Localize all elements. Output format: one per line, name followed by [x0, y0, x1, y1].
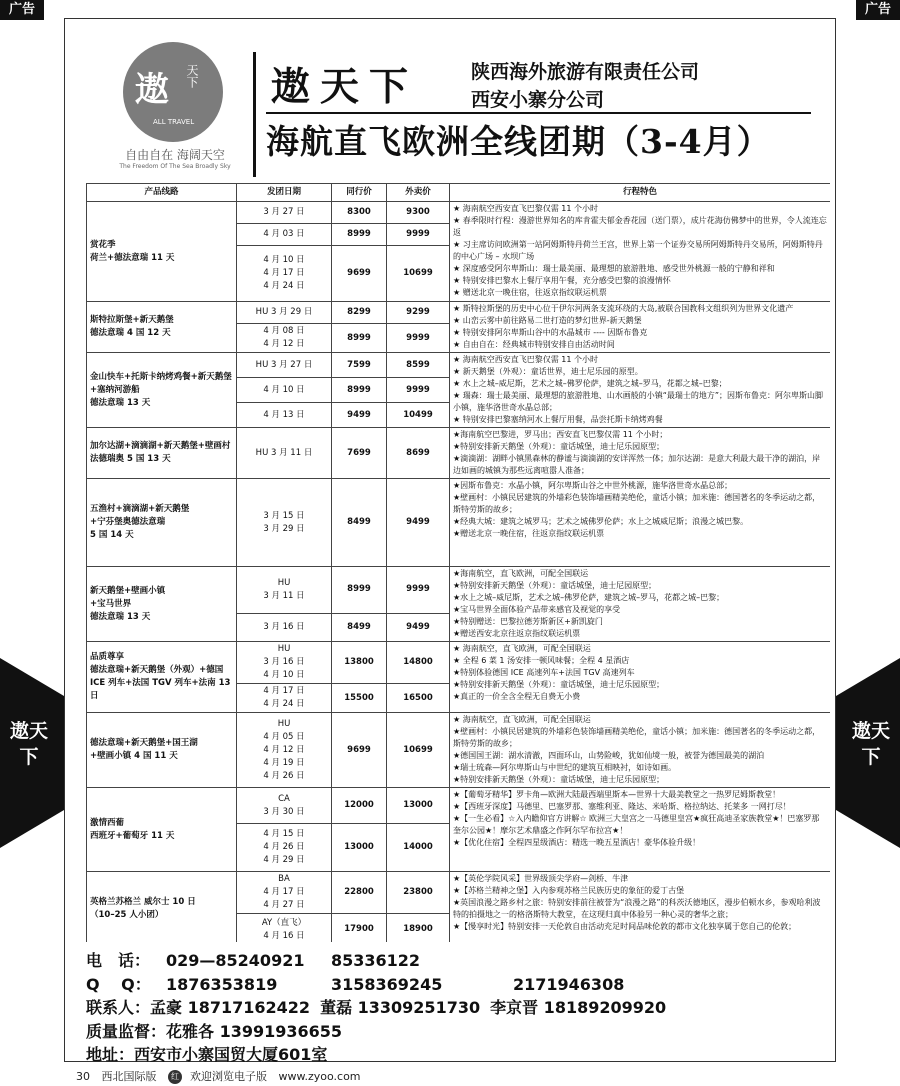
table-header-row	[87, 184, 831, 202]
table-row	[87, 479, 831, 567]
retail-price: 9300	[387, 202, 450, 224]
retail-price: 23800	[387, 872, 450, 914]
peer-price: 22800	[332, 872, 387, 914]
slogan: 自由自在 海阔天空	[125, 148, 225, 162]
peer-price: 15500	[332, 684, 387, 713]
qq-line	[86, 972, 786, 996]
route-name: 加尔达湖+滴滴湖+新天鹅堡+壁画村 法德瑞奥 5 国 13 天	[87, 428, 237, 479]
contact-block	[86, 948, 786, 1066]
peer-price: 8299	[332, 302, 387, 324]
retail-price: 16500	[387, 684, 450, 713]
table-row	[87, 428, 831, 479]
qq-label: Q Q：	[86, 974, 151, 994]
route-name: 品质尊享 德法意瑞+新天鹅堡（外观）+德国 ICE 列车+法国 TGV 列车+法南 13 日	[87, 642, 237, 713]
footer-url[interactable]: www.zyoo.com	[278, 1070, 361, 1083]
footer-text: 欢迎浏览电子版	[190, 1070, 267, 1083]
peer-price: 7699	[332, 428, 387, 479]
table-header-cell: 行程特色	[450, 184, 831, 202]
page-title: 海航直飞欧洲全线团期（3-4月）	[266, 122, 771, 161]
departure-date: 4 月 03 日	[237, 224, 332, 246]
itinerary-features: ★ 海南航空西安直飞巴黎仅需 11 个小时 ★ 春季限时行程：漫游世界知名的库肯霍夫郁金香花园（送门票），成片花海仿佛梦中的世界，令人流连忘返 ★ 习主席访问欧洲第一站阿姆斯特丹荷兰王宫，世界上第一个证券交易所阿姆斯特丹交易所，阿姆斯特丹的中心广场 – 水坝广场 ★ 深度感受阿尔卑斯山：瑞士最美丽、最理想的旅游胜地、感受世外桃源一般的宁静和祥和 ★ 特别安排巴黎水上餐厅享用午餐，充分感受巴黎的浪漫情怀 ★ 赠送北京一晚住宿，往返京指纹联运机票	[450, 202, 831, 302]
route-name: 新天鹅堡+壁画小镇 +宝马世界 德法意瑞 13 天	[87, 567, 237, 642]
departure-date: 4 月 10 日	[237, 378, 332, 403]
retail-price: 8699	[387, 428, 450, 479]
peer-price: 8300	[332, 202, 387, 224]
itinerary-features: ★【英伦学院风采】世界级顶尖学府—剑桥、牛津 ★【苏格兰精神之堡】入内参观苏格兰民族历史的象征的爱丁古堡 ★英国浪漫之路乡村之旅：特别安排前往被誉为“浪漫之路”的科茨沃德地区，漫步伯顿水乡，参观哈利波特的拍摄地之一的格洛斯特大教堂，在这现归真中体验另一种心灵的奢华之旅； ★【慢享时光】特别安排一天伦敦自由活动充足时间品味伦敦的都市文化独享属于您自己的伦敦；	[450, 872, 831, 943]
peer-price: 8999	[332, 567, 387, 614]
table-row	[87, 642, 831, 684]
route-name: 激情西葡 西班牙+葡萄牙 11 天	[87, 788, 237, 872]
departure-date: HU 3 月 27 日	[237, 353, 332, 378]
table-header-cell: 发团日期	[237, 184, 332, 202]
table-header-cell: 同行价	[332, 184, 387, 202]
itinerary-features: ★ 海南航空，直飞欧洲，可配全国联运 ★ 全程 6 菜 1 汤安排一顿风味餐；全程 4 星酒店 ★特别体验德国 ICE 高速列车+法国 TGV 高速列车 ★特别安排新天鹅堡（外观）：童话城堡，迪士尼乐园原型； ★真正的一价全含全程无自费无小费	[450, 642, 831, 713]
tour-table	[86, 183, 830, 942]
retail-price: 9999	[387, 378, 450, 403]
peer-price: 17900	[332, 914, 387, 943]
retail-price: 9999	[387, 224, 450, 246]
route-name: 五渔村+滴滴湖+新天鹅堡 +宁芬堡奥德法意瑞 5 国 14 天	[87, 479, 237, 567]
qq-3: 2171946308	[513, 974, 625, 994]
phone-line	[86, 948, 786, 972]
departure-date: HU 3 月 11 日	[237, 567, 332, 614]
itinerary-features: ★ 海南航空西安直飞巴黎仅需 11 个小时 ★ 新天鹅堡（外观）：童话世界，迪士尼乐园的原型。 ★ 水上之城–威尼斯，艺术之城–佛罗伦萨，建筑之城–罗马，花都之城–巴黎； ★ 瑞森：瑞士最美丽、最理想的旅游胜地、山水画般的小镇“最瑞士的地方”；因斯布鲁克：阿尔卑斯山脚小镇，施华洛世奇水晶总部； ★ 特别安排巴黎塞纳河水上餐厅用餐，品尝托斯卡纳烤鸡餐	[450, 353, 831, 428]
contact-person-3: 李京晋 18189209920	[490, 998, 667, 1017]
table-row	[87, 202, 831, 224]
itinerary-features: ★海南航空巴黎进，罗马出；西安直飞巴黎仅需 11 个小时； ★特别安排新天鹅堡（外观）：童话城堡，迪士尼乐园原型； ★滴滴湖：湖畔小镇黑森林的静谧与滴滴湖的安详浑然一体；加尔达湖：是意大利最大最干净的湖泊，岸边如画的城镇为那些远离喧嚣人准备；	[450, 428, 831, 479]
contact-person-line	[86, 995, 786, 1019]
table-row	[87, 567, 831, 614]
departure-date: AY（直飞） 4 月 16 日	[237, 914, 332, 943]
departure-date: 3 月 16 日	[237, 613, 332, 641]
route-name: 金山快车+托斯卡纳烤鸡餐+新天鹅堡+塞纳河游船 德法意瑞 13 天	[87, 353, 237, 428]
table-row	[87, 872, 831, 914]
departure-date: HU 4 月 05 日 4 月 12 日 4 月 19 日 4 月 26 日	[237, 713, 332, 788]
departure-date: 4 月 17 日 4 月 24 日	[237, 684, 332, 713]
departure-date: 3 月 15 日 3 月 29 日	[237, 479, 332, 567]
peer-price: 7599	[332, 353, 387, 378]
qq-2: 3158369245	[331, 974, 443, 994]
table-row	[87, 713, 831, 788]
itinerary-features: ★ 海南航空，直飞欧洲，可配全国联运 ★壁画村：小镇民居建筑的外墙彩色装饰墙画精美绝伦，童话小镇；加米施：德国著名的冬季运动之都，斯特劳斯的故乡； ★德国国王湖：湖水清澈，四面环山，山势险峻，犹如仙境一般，被誉为德国最美的湖泊 ★瑞士琉森—阿尔卑斯山与中世纪的建筑互相映衬，如诗如画。 ★特别安排新天鹅堡（外观）：童话城堡，迪士尼乐园原型；	[450, 713, 831, 788]
slogan-en: The Freedom Of The Sea Broadly Sky	[119, 163, 231, 170]
departure-date: 4 月 15 日 4 月 26 日 4 月 29 日	[237, 824, 332, 872]
retail-price: 10499	[387, 403, 450, 428]
peer-price: 9699	[332, 713, 387, 788]
title-rule	[266, 112, 811, 114]
footer-badge-icon: 红	[168, 1070, 182, 1084]
quality-supervision: 质量监督：花雅各 13991936655	[86, 1021, 343, 1041]
departure-date: 4 月 10 日 4 月 17 日 4 月 24 日	[237, 246, 332, 302]
retail-price: 9999	[387, 567, 450, 614]
departure-date: 4 月 08 日 4 月 12 日	[237, 324, 332, 353]
page-number: 30	[76, 1070, 90, 1083]
retail-price: 18900	[387, 914, 450, 943]
peer-price: 9499	[332, 403, 387, 428]
table-row	[87, 353, 831, 378]
departure-date: HU 3 月 16 日 4 月 10 日	[237, 642, 332, 684]
peer-price: 8999	[332, 378, 387, 403]
retail-price: 9299	[387, 302, 450, 324]
departure-date: HU 3 月 11 日	[237, 428, 332, 479]
retail-price: 8599	[387, 353, 450, 378]
peer-price: 8999	[332, 324, 387, 353]
contact-label: 联系人：	[86, 998, 151, 1017]
table-header-cell: 外卖价	[387, 184, 450, 202]
retail-price: 14000	[387, 824, 450, 872]
logo-small-text: 天下	[185, 64, 199, 88]
ad-tag-left: 广告	[0, 0, 44, 20]
peer-price: 8499	[332, 613, 387, 641]
tour-table-wrapper	[86, 183, 830, 942]
contact-person-2: 董磊 13309251730	[320, 998, 481, 1017]
peer-price: 13800	[332, 642, 387, 684]
table-row	[87, 788, 831, 824]
side-label-right: 遨天下	[852, 720, 891, 768]
peer-price: 8499	[332, 479, 387, 567]
retail-price: 10699	[387, 713, 450, 788]
side-label-left: 遨天下	[10, 720, 49, 768]
table-row	[87, 302, 831, 324]
brand-name: 遨天下	[271, 64, 419, 110]
contact-person-1: 孟豪 18717162422	[150, 998, 311, 1017]
table-header-cell: 产品线路	[87, 184, 237, 202]
itinerary-features: ★【葡萄牙精华】罗卡角—欧洲大陆最西端里斯本—世界十大最美教堂之一热罗尼姆斯教堂！ ★【西班牙深度】马德里、巴塞罗那、塞维利亚、隆达、米哈斯、格拉纳达、托莱多 一网打尽！ ★【一生必看】☆入内瞻仰官方讲解☆ 欧洲三大皇宫之一马德里皇宫★疯狂高迪圣家族教堂★！巴塞罗那奎尔公园★！摩尔艺术鼎盛之作阿尔罕布拉宫★！ ★【优化住宿】全程四星级酒店：精选一晚五星酒店！豪华体验升级！	[450, 788, 831, 872]
publication-name: 西北国际版	[101, 1070, 157, 1083]
page-footer	[76, 1068, 369, 1084]
peer-price: 12000	[332, 788, 387, 824]
route-name: 赏花季 荷兰+德法意瑞 11 天	[87, 202, 237, 302]
company-name: 陕西海外旅游有限责任公司	[471, 61, 700, 83]
logo-en-text: ALL TRAVEL	[153, 118, 195, 126]
phone-1: 029—85240921	[166, 951, 305, 970]
retail-price: 10699	[387, 246, 450, 302]
departure-date: HU 3 月 29 日	[237, 302, 332, 324]
itinerary-features: ★因斯布鲁克：水晶小镇，阿尔卑斯山谷之中世外桃源，施华洛世奇水晶总部； ★壁画村：小镇民居建筑的外墙彩色装饰墙画精美绝伦，童话小镇；加米施：德国著名的冬季运动之都，斯特劳斯的故乡； ★经典大城：建筑之城罗马；艺术之城佛罗伦萨；水上之城威尼斯；浪漫之城巴黎。 ★赠送北京一晚住宿，往返京指纹联运机票	[450, 479, 831, 567]
route-name: 斯特拉斯堡+新天鹅堡 德法意瑞 4 国 12 天	[87, 302, 237, 353]
departure-date: BA 4 月 17 日 4 月 27 日	[237, 872, 332, 914]
retail-price: 9499	[387, 479, 450, 567]
ad-tag-right: 广告	[856, 0, 900, 20]
itinerary-features: ★海南航空，直飞欧洲，可配全国联运 ★特别安排新天鹅堡（外观）：童话城堡，迪士尼园原型； ★水上之城–威尼斯，艺术之城–佛罗伦萨，建筑之城–罗马，花都之城–巴黎； ★宝马世界全面体验产品带来感官及视觉的享受 ★特别赠送：巴黎拉德芳斯新区+新凯旋门 ★赠送西安北京往返京指纹联运机票	[450, 567, 831, 642]
departure-date: 3 月 27 日	[237, 202, 332, 224]
peer-price: 9699	[332, 246, 387, 302]
phone-2: 85336122	[331, 951, 421, 970]
qq-1: 1876353819	[166, 974, 278, 994]
departure-date: CA 3 月 30 日	[237, 788, 332, 824]
phone-label: 电 话：	[86, 951, 151, 970]
brand-logo	[123, 42, 223, 142]
branch-name: 西安小寨分公司	[471, 89, 605, 111]
retail-price: 9499	[387, 613, 450, 641]
retail-price: 14800	[387, 642, 450, 684]
retail-price: 13000	[387, 788, 450, 824]
itinerary-features: ★ 斯特拉斯堡的历史中心位于伊尔河两条支流环绕的大岛,被联合国教科文组织列为世界文化遗产 ★ 山峦云雾中前往路易二世打造的梦幻世界-新天鹅堡 ★ 特别安排阿尔卑斯山谷中的水晶城市 ---- 因斯布鲁克 ★ 自由自在：经典城市特别安排自由活动时间	[450, 302, 831, 353]
route-name: 德法意瑞+新天鹅堡+国王湖 +壁画小镇 4 国 11 天	[87, 713, 237, 788]
departure-date: 4 月 13 日	[237, 403, 332, 428]
peer-price: 13000	[332, 824, 387, 872]
route-name: 英格兰苏格兰 威尔士 10 日 （10–25 人小团）	[87, 872, 237, 943]
header-divider	[253, 52, 256, 177]
retail-price: 9999	[387, 324, 450, 353]
address: 地址：西安市小寨国贸大厦601室	[86, 1045, 328, 1064]
peer-price: 8999	[332, 224, 387, 246]
logo-main-char: 遨	[135, 70, 169, 110]
header	[66, 22, 832, 180]
